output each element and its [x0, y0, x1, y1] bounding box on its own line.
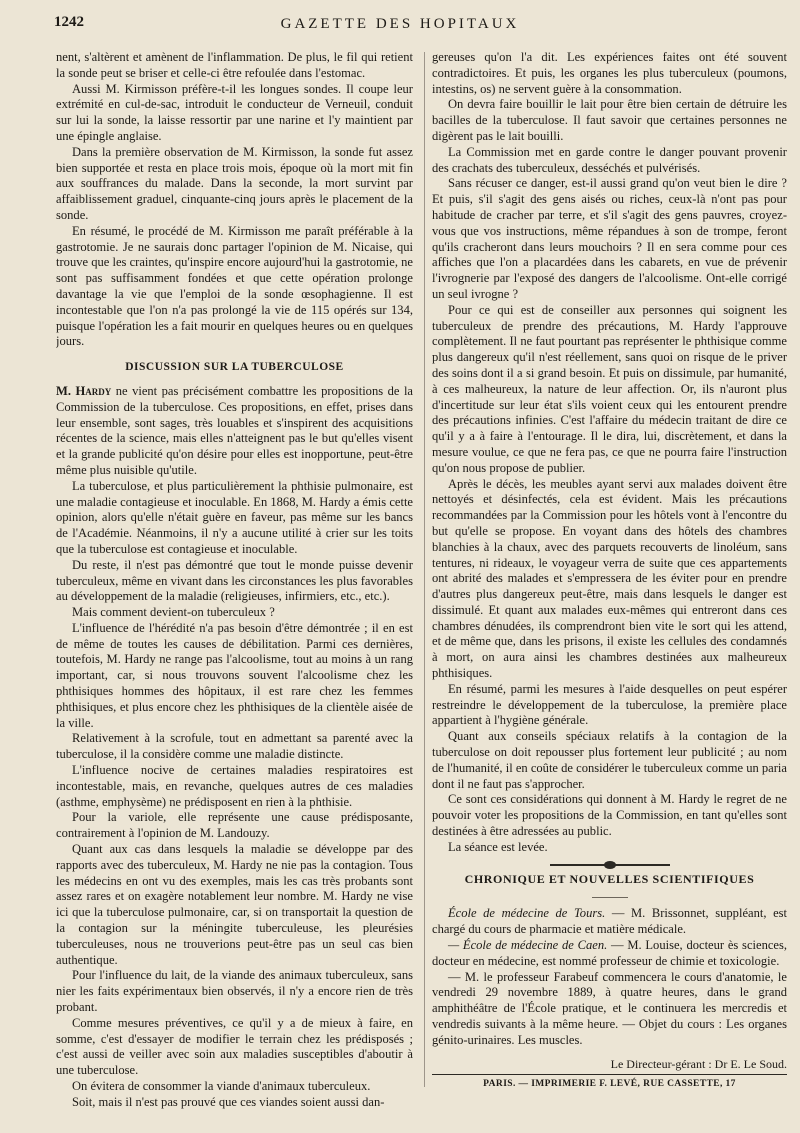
discussion-paragraph: L'influence nocive de certaines maladies respiratoires est incontestable, mais, en revanche, quelques autres de ces maladies (asthme, emphysème) ne prédisposent en rien à la phthisie.	[56, 763, 413, 809]
speaker-name: M. Hardy	[56, 383, 112, 398]
discussion-paragraph: Soit, mais il n'est pas prouvé que ces viandes soient aussi dan-	[72, 1094, 385, 1109]
left-column	[56, 50, 413, 1125]
article-paragraph: gereuses qu'on l'a dit. Les expériences faites ont été souvent contradictoires. Et puis, les organes les plus tuberculeux (poumons, intestins, os) ne servent guère à la consommation.	[432, 50, 787, 96]
column-divider	[424, 52, 425, 1087]
discussion-paragraph: On évitera de consommer la viande d'animaux tuberculeux.	[72, 1079, 371, 1093]
chronicle-item-text: — M. Louise, docteur ès sciences, docteur en médecine, est nommé professeur de chimie et toxicologie.	[432, 938, 787, 968]
article-paragraph: Aussi M. Kirmisson préfère-t-il les longues sondes. Il coupe leur extrémité en cul-de-sac, introduit le conducteur de Verneuil, conduit sur lui la sonde, la laisse ressortir par une narine et l'y maintient par une épingle anglaise.	[56, 81, 413, 143]
discussion-body	[56, 479, 413, 1111]
discussion-paragraph: Pour la variole, elle représente une cause prédisposante, contrairement à l'opinion de M. Landouzy.	[56, 810, 413, 841]
chronicle-item	[432, 906, 787, 938]
discussion-lead-text: ne vient pas précisément combattre les propositions de la Commission de la tuberculose. Ces propositions, en effet, prises dans leur ensemble, sont sages, très louables et s'inspirent des acquisitions récentes de la science, mais elles n'atteignent pas le but qu'elles visent et la grande publicité qu'on désire pour elles est inopportune, peut-être même plus nuisible qu'utile.	[56, 383, 413, 477]
article-paragraph: nent, s'altèrent et amènent de l'inflammation. De plus, le fil qui retient la sonde peut se briser et celle-ci être refoulée dans l'estomac.	[56, 50, 413, 80]
right-column-article	[432, 50, 787, 856]
discussion-lead-paragraph	[56, 384, 413, 479]
article-paragraph: Après le décès, les meubles ayant servi aux malades doivent être nettoyés et désinfectés, cela est évident. Mais les précautions recommandées par la Commission pour les hôtels vont à l'encontre du but qu'elle se propose. En voyant dans des hôtels des chambres blanchies à la chaux, avec des parquets recouverts de linoléum, sans tentures, ni rideaux, le voyageur verra de suite que ces appartements ont abrité des malades et s'empressera de les éviter pour en prendre d'autres plus dangereux peut-être, mais dans lesquels le danger est dissimulé. Et quant aux malades eux-mêmes qui entreront dans ces chambres dénudées, ils comprendront bien vite le sort qui les attend, et de même que, dans les prisons, il existe les cellules des condamnés à mort, on aura ainsi les chambres destinées aux malheureux phthisiques.	[432, 476, 787, 681]
article-paragraph: Ce sont ces considérations qui donnent à M. Hardy le regret de ne pouvoir voter les propositions de la Commission, en tant qu'elles sont destinées à être adressées au public.	[432, 792, 787, 839]
discussion-paragraph: La tuberculose, et plus particulièrement la phthisie pulmonaire, est une maladie contagieuse et inoculable. En 1868, M. Hardy a émis cette opinion, alors qu'elle n'était guère en faveur, pas même sur les bancs de l'Académie. Néanmoins, il n'y a aucune utilité à crier sur les toits que la tuberculose est contagieuse et inoculable.	[56, 478, 413, 556]
journal-title: GAZETTE DES HOPITAUX	[280, 16, 520, 32]
discussion-title: DISCUSSION SUR LA TUBERCULOSE	[125, 361, 344, 374]
discussion-paragraph: Comme mesures préventives, ce qu'il y a de mieux à faire, en somme, c'est d'essayer de modifier le terrain chez les prédisposés ; c'est aussi de veiller avec soin aux maladies susceptibles d'aboutir à une tuberculose.	[56, 1015, 413, 1078]
section-ornament-rule	[550, 864, 670, 866]
chronicle-item	[432, 938, 787, 970]
page-number: 1242	[54, 14, 84, 30]
page-header	[0, 0, 800, 50]
chronicle-item-text: — M. Brissonnet, suppléant, est chargé du cours de pharmacie et matière médicale.	[432, 906, 787, 937]
article-paragraph: En résumé, le procédé de M. Kirmisson me paraît préférable à la gastrotomie. Je ne saurais donc partager l'opinion de M. Nicaise, qui trouve que les craintes, qu'inspire encore aujourd'hui la gastrotomie, ne sont pas suffisamment fondées et que cette opération prolonge davantage la vie que l'emploi de la sonde œsophagienne. Il est incontestable que l'on n'a pas prolongé la vie de 115 opérés sur 134, puisque l'opération les a fait mourir en quelques heures ou en quelques jours.	[56, 223, 413, 349]
right-column	[432, 50, 787, 1125]
article-paragraph: Sans récuser ce danger, est-il aussi grand qu'on veut bien le dire ? Et puis, s'il s'agit des gens aisés ou riches, ceux-là n'ont pas pour habitude de cracher par terre, et s'il s'agit des gens pauvres, croyez-vous que vos instructions, même répandues à son de trompe, feront qu'ils cracheront dans leurs mouchoirs ? Il en sera comme pour ces affiches que l'on a placardées dans les cabarets, en vue de prévenir l'ivrognerie par l'exposé des dangers de l'alcoolisme. Ont-elle corrigé un seul ivrogne ?	[432, 176, 787, 301]
article-paragraph: Pour ce qui est de conseiller aux personnes qui soignent les tuberculeux de prendre des précautions, M. Hardy l'approuve complètement. Il ne faut pourtant pas représenter le phthisique comme plus dangereux qu'il n'est réellement, sans quoi on risque de le priver des soins dont il a si grand besoin. Et puis on dissimule, par humanité, à ces malheureux, la nature de leur affection. Or, ils n'auront plus d'incertitude sur leur état s'ils voient ceux qui les entourent prendre des précautions infinies. C'est l'affaire du médecin traitant de dire ce qu'il y a à faire à l'entourage. Il le dira, lui, discrètement, et dans la mesure voulue, ce que ne fera pas, ce que ne pourra faire l'instruction qu'on nous propose de publier.	[432, 302, 787, 475]
left-column-article	[56, 50, 413, 350]
printer-line: PARIS. — IMPRIMERIE F. LEVÉ, RUE CASSETTE, 17	[432, 1074, 787, 1093]
article-paragraph: La Commission met en garde contre le danger pouvant provenir des crachats des tuberculeux, desséchés et pulvérisés.	[432, 144, 787, 175]
chronicle-item-text: — M. le professeur Farabeuf commencera le cours d'anatomie, le vendredi 29 novembre 1889, à quatre heures, dans le grand amphithéâtre de l'École pratique, et le continuera les mercredis et vendredis suivants à la même heure. — Objet du cours : Les organes génito-urinaires. Les muscles.	[432, 969, 787, 1047]
discussion-paragraph: L'influence de l'hérédité n'a pas besoin d'être démontrée ; il en est de même de toutes les causes de débilitation. Parmi ces dernières, toutefois, M. Hardy ne range pas l'alcoolisme, tout au moins à un rang important, car, si nous trouvons souvent l'alcoolisme chez les phthisiques hommes des hôpitaux, il est rare chez les femmes phthisiques, et plus encore chez les phthisiques de la clientèle aisée de la ville.	[56, 620, 413, 730]
discussion-paragraph: Quant aux cas dans lesquels la maladie se développe par des rapports avec des tuberculeux, M. Hardy ne nie pas la contagion. Tous les médecins en ont vu des exemples, mais les cas très probants sont assez rares et on exagère notablement leur nombre. M. Hardy ne vise ici que la tuberculose pulmonaire, car, si on transportait la question de la contagion sur la méningite tuberculeuse, les pleurésies tuberculeuses, nous ne trouverions peut-être pas un seul cas bien authentique.	[56, 842, 413, 967]
discussion-paragraph: Pour l'influence du lait, de la viande des animaux tuberculeux, sans nier les faits expérimentaux bien observés, il n'y a encore rien de très probant.	[56, 968, 413, 1015]
article-paragraph: En résumé, parmi les mesures à l'aide desquelles on peut espérer restreindre le développement de la tuberculose, la première place appartient à l'hygiène générale.	[432, 681, 787, 728]
discussion-paragraph: Relativement à la scrofule, tout en admettant sa parenté avec la tuberculose, il la considère comme une maladie distincte.	[56, 731, 413, 762]
discussion-paragraph: Mais comment devient-on tuberculeux ?	[72, 605, 275, 620]
chronicle-items	[432, 906, 787, 1048]
chronicle-subrule	[592, 897, 628, 898]
article-paragraph: Dans la première observation de M. Kirmisson, la sonde fut assez bien supportée et resta en place trois mois, époque où la mort mit fin aux souffrances du malade. Dans la seconde, la mort survint par affaiblissement graduel, cinquante-cinq jours après le placement de la sonde.	[56, 144, 413, 222]
article-paragraph: Quant aux conseils spéciaux relatifs à la contagion de la tuberculose on doit repousser plus fortement leur publicité ; au nom de l'humanité, il en coûte de considérer le tuberculeux comme un paria dont il ne faut pas s'approcher.	[432, 729, 787, 791]
discussion-paragraph: Du reste, il n'est pas démontré que tout le monde puisse devenir tuberculeux, même en vivant dans les circonstances les plus favorables au développement de la maladie (religieuses, infirmiers, etc., etc.).	[56, 557, 413, 604]
director-signature: Le Directeur-gérant : Dr E. Le Soud.	[610, 1056, 787, 1071]
article-paragraph: La séance est levée.	[448, 839, 548, 854]
chronicle-item	[432, 970, 787, 1049]
article-paragraph: On devra faire bouillir le lait pour être bien certain de détruire les bacilles de la tuberculose. Il faut savoir que certaines personnes ne digèrent pas le lait bouilli.	[432, 97, 787, 143]
chronicle-item-heading: — École de médecine de Caen.	[448, 938, 608, 953]
chronicle-item-heading: École de médecine de Tours.	[448, 906, 606, 921]
chronicle-heading: CHRONIQUE ET NOUVELLES SCIENTIFIQUES	[464, 871, 755, 886]
